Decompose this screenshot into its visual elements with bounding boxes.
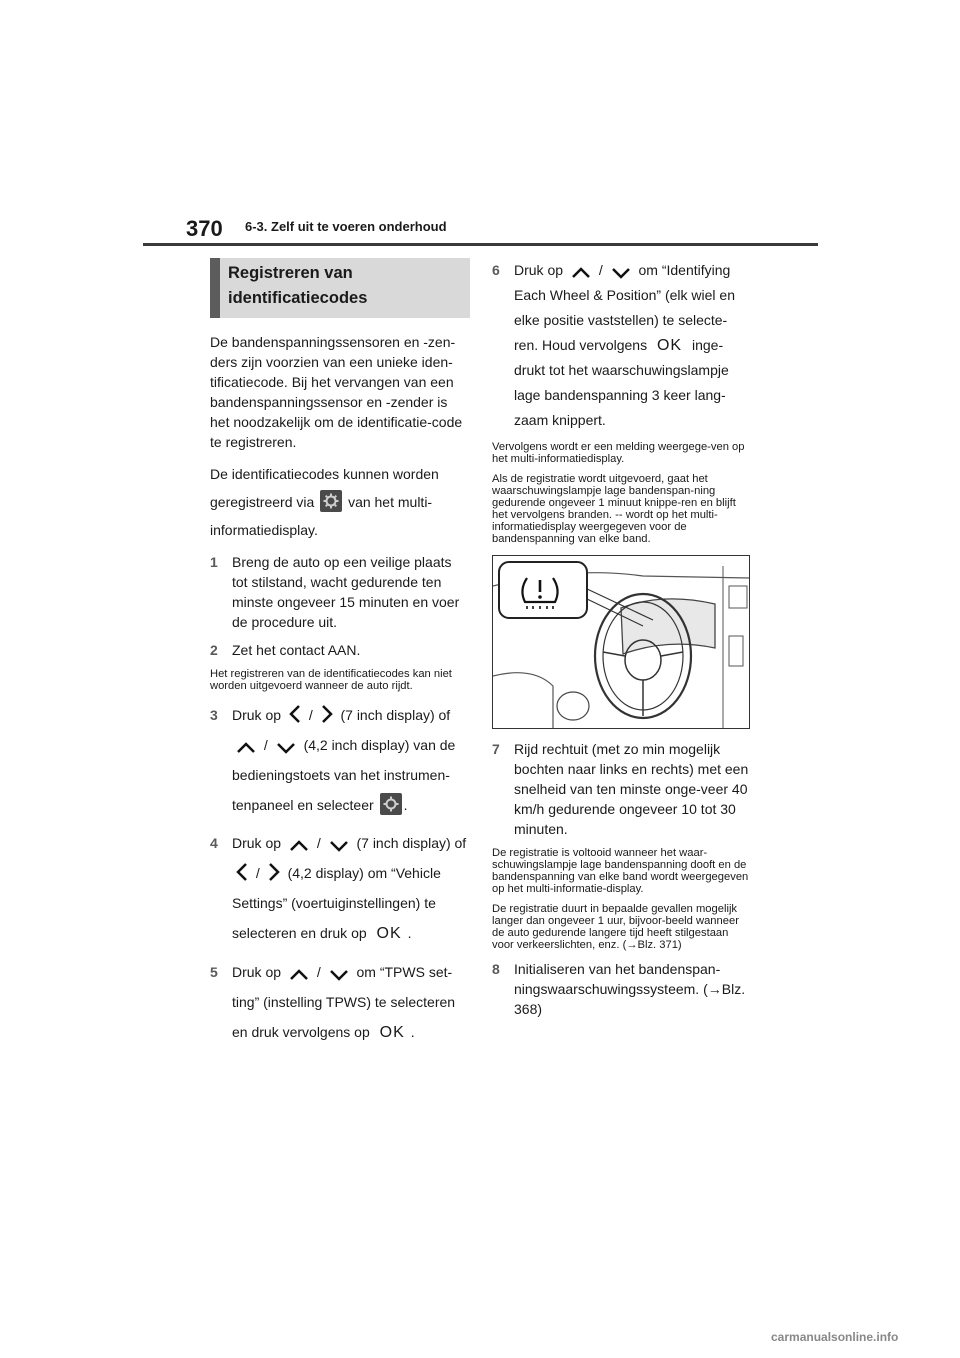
step-text-c: (4,2 inch display) van de bedieningstoets van het instrumen-tenpaneel en selecteer: [232, 737, 456, 813]
chevron-down-icon: [329, 840, 349, 852]
step-text-a: Druk op: [232, 964, 282, 980]
left-column: [210, 258, 470, 1056]
step-number: 3: [210, 707, 218, 723]
right-column: [492, 258, 750, 1027]
step-text: Initialiseren van het bandenspan-ningswaarschuwingssysteem. (→Blz. 368): [514, 961, 746, 1017]
note: De registratie is voltooid wanneer het waar-schuwingslampje lage bandenspanning dooft en de bandenspanning van elke band wordt weergegeven op het multi-informatie-display.: [492, 847, 749, 895]
step-text-a: Druk op: [514, 262, 564, 278]
heading-line-2: identificatiecodes: [228, 289, 368, 307]
chevron-up-icon: [289, 969, 309, 981]
chevron-left-icon: [236, 862, 248, 882]
page-number: 370: [186, 216, 223, 241]
slash: /: [316, 835, 321, 851]
ok-icon: OK: [379, 1024, 405, 1041]
step-number: 7: [492, 741, 500, 757]
step-number: 6: [492, 262, 500, 278]
step-text-b: (7 inch display) of: [356, 835, 467, 851]
heading-line-1: Registreren van: [228, 264, 353, 282]
step-number: 1: [210, 554, 218, 570]
intro-paragraph-2: [210, 460, 470, 544]
note: Het registreren van de identificatiecodes kan niet worden uitgevoerd wanneer de auto rijdt.: [210, 668, 452, 692]
settings-gear-icon: [380, 793, 402, 815]
watermark: carmanualsonline.info: [771, 1330, 899, 1344]
intro-text-b: van het multi-informatiedisplay.: [210, 494, 433, 538]
step-text-a: Druk op: [232, 835, 282, 851]
step-text-a: Druk op: [232, 707, 282, 723]
intro-paragraph: De bandenspanningssensoren en -zen-ders zijn voorzien van een unieke iden-tificatiecode. Bij het vervangen van een bandenspanningssensor en -zender is het noodzakelijk om de identificatie-code te registreren.: [210, 334, 463, 450]
chevron-up-icon: [236, 742, 256, 754]
header-rule: [143, 243, 818, 246]
step-number: 5: [210, 964, 218, 980]
chevron-up-icon: [289, 840, 309, 852]
step-5: [210, 957, 470, 1048]
slash: /: [255, 865, 260, 881]
step-6: [492, 258, 750, 433]
chevron-down-icon: [329, 969, 349, 981]
step-text-d: .: [410, 1024, 415, 1040]
step-text-c: (4,2 display) om “Vehicle Settings” (voertuiginstellingen) te selecteren en druk op: [232, 865, 441, 941]
step-text-d: .: [403, 797, 408, 813]
settings-gear-icon: [320, 490, 342, 512]
step-4: [210, 828, 470, 949]
slash: /: [598, 262, 603, 278]
note: Vervolgens wordt er een melding weergege-ven op het multi-informatiedisplay.: [492, 441, 745, 465]
chevron-right-icon: [268, 862, 280, 882]
step-text: Breng de auto op een veilige plaats tot stilstand, wacht gedurende ten minste ongeveer 15 minuten en voer de procedure uit.: [232, 554, 460, 630]
note: De registratie duurt in bepaalde gevallen mogelijk langer dan ongeveer 1 uur, bijvoor-beeld wanneer de auto gedurende langere tijd heeft stilgestaan voor verkeerslichten, enz. (→Blz. 371): [492, 903, 739, 951]
step-number: 8: [492, 961, 500, 977]
step-3: [210, 700, 470, 820]
step-text-c: inge-drukt tot het waarschuwingslampje lage bandenspanning 3 keer lang-zaam knippert.: [514, 337, 729, 428]
slash: /: [263, 737, 268, 753]
section-title: 6-3. Zelf uit te voeren onderhoud: [245, 219, 447, 234]
ok-icon: OK: [376, 925, 402, 942]
step-text: Zet het contact AAN.: [232, 642, 361, 658]
dashboard-illustration: [492, 555, 750, 729]
chevron-down-icon: [611, 267, 631, 279]
step-text-b: om “TPWS set-ting” (instelling TPWS) te selecteren en druk vervolgens op: [232, 964, 456, 1040]
step-7: [492, 739, 750, 839]
chevron-up-icon: [571, 267, 591, 279]
step-text-d: .: [407, 925, 412, 941]
intro-text-a: De identificatiecodes kunnen worden geregistreerd via: [210, 466, 439, 510]
chevron-down-icon: [276, 742, 296, 754]
step-text: Rijd rechtuit (met zo min mogelijk bochten naar links en rechts) met een snelheid van ten minste onge-veer 40 km/h gedurende ongeveer 10 tot 30 minuten.: [514, 741, 749, 837]
step-1: [210, 552, 470, 632]
step-2: [210, 640, 470, 660]
chevron-left-icon: [289, 704, 301, 724]
step-number: 2: [210, 642, 218, 658]
step-8: [492, 959, 750, 1019]
step-text-b: (7 inch display) of: [340, 707, 451, 723]
slash: /: [316, 964, 321, 980]
section-heading: [210, 258, 470, 318]
slash: /: [308, 707, 313, 723]
step-text-b: om “Identifying Each Wheel & Position” (elk wiel en elke positie vaststellen) te selecte-ren. Houd vervolgens: [514, 262, 735, 353]
note: Als de registratie wordt uitgevoerd, gaat het waarschuwingslampje lage bandenspan-ning gedurende ongeveer 1 minuut knippe-ren en blijft het vervolgens branden. -- wordt op het multi-informatiedisplay weergegeven voor de bandenspanning van elke band.: [492, 473, 736, 545]
ok-icon: OK: [656, 337, 683, 354]
step-number: 4: [210, 835, 218, 851]
chevron-right-icon: [321, 704, 333, 724]
